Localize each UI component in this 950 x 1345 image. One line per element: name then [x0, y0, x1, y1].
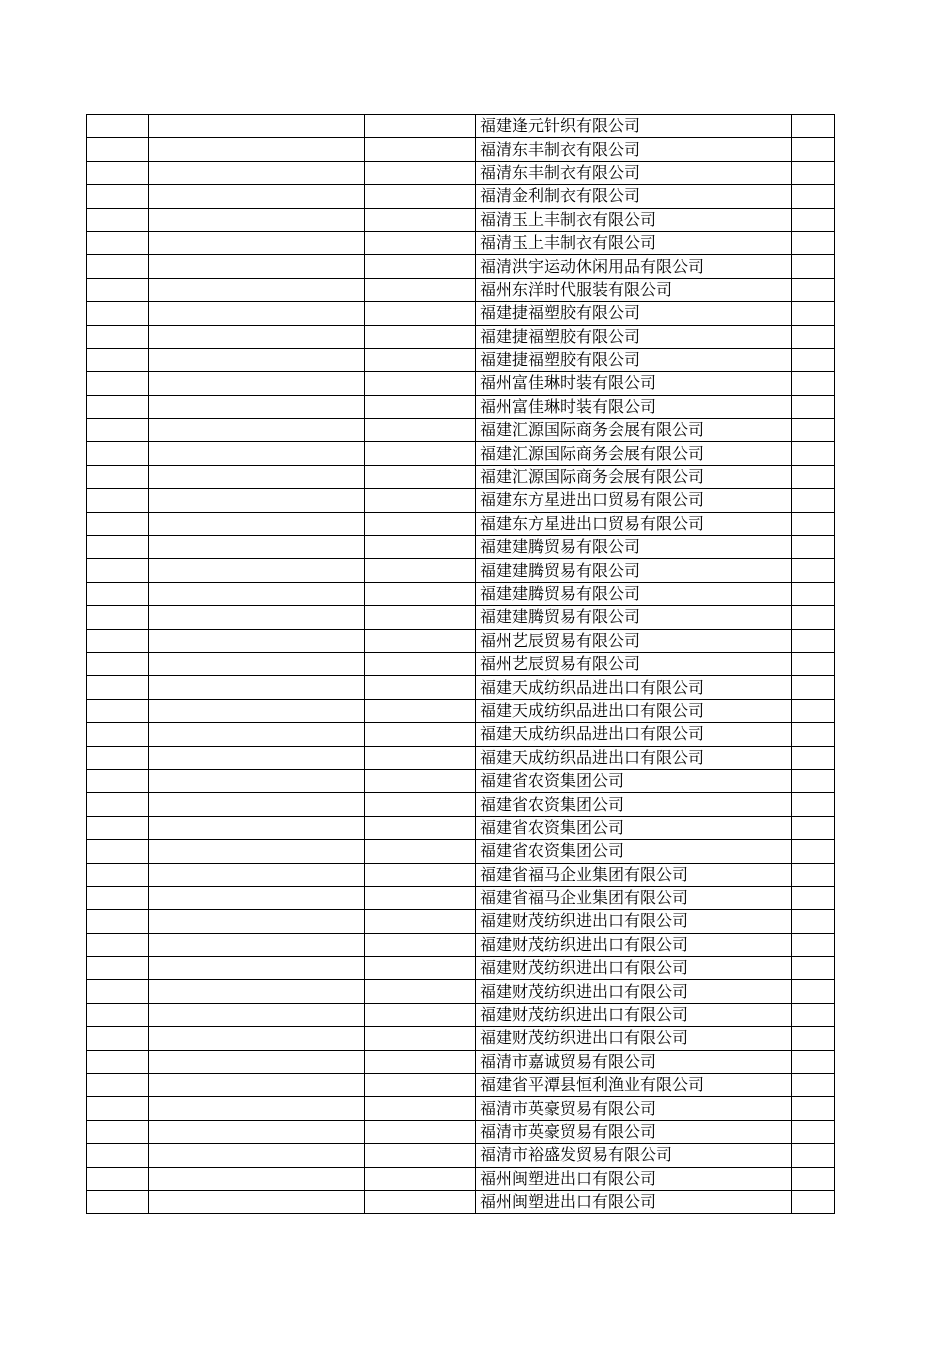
- empty-cell[interactable]: [365, 115, 476, 138]
- company-name-cell[interactable]: 福建省农资集团公司: [476, 793, 792, 816]
- empty-cell[interactable]: [87, 816, 149, 839]
- table-row: [87, 231, 835, 254]
- company-name-cell[interactable]: 福建省农资集团公司: [476, 840, 792, 863]
- empty-cell[interactable]: [792, 115, 835, 138]
- empty-cell[interactable]: [149, 208, 365, 231]
- empty-cell[interactable]: [365, 863, 476, 886]
- empty-cell[interactable]: [149, 1167, 365, 1190]
- company-name-cell[interactable]: 福州闽塑进出口有限公司: [476, 1190, 792, 1213]
- empty-cell[interactable]: [149, 559, 365, 582]
- empty-cell[interactable]: [87, 372, 149, 395]
- empty-cell[interactable]: [87, 863, 149, 886]
- table-row: [87, 115, 835, 138]
- empty-cell[interactable]: [87, 278, 149, 301]
- empty-cell[interactable]: [792, 816, 835, 839]
- empty-cell[interactable]: [87, 138, 149, 161]
- empty-cell[interactable]: [365, 1167, 476, 1190]
- company-name-cell[interactable]: 福建建腾贸易有限公司: [476, 536, 792, 559]
- table-row: [87, 302, 835, 325]
- empty-cell[interactable]: [365, 723, 476, 746]
- empty-cell[interactable]: [792, 1074, 835, 1097]
- empty-cell[interactable]: [149, 699, 365, 722]
- empty-cell[interactable]: [792, 933, 835, 956]
- empty-cell[interactable]: [365, 231, 476, 254]
- empty-cell[interactable]: [87, 231, 149, 254]
- empty-cell[interactable]: [149, 185, 365, 208]
- empty-cell[interactable]: [87, 302, 149, 325]
- empty-cell[interactable]: [792, 442, 835, 465]
- empty-cell[interactable]: [792, 208, 835, 231]
- empty-cell[interactable]: [792, 1190, 835, 1213]
- empty-cell[interactable]: [149, 536, 365, 559]
- empty-cell[interactable]: [149, 1050, 365, 1073]
- empty-cell[interactable]: [149, 816, 365, 839]
- table-row: [87, 863, 835, 886]
- empty-cell[interactable]: [792, 1027, 835, 1050]
- empty-cell[interactable]: [87, 395, 149, 418]
- empty-cell[interactable]: [149, 980, 365, 1003]
- empty-cell[interactable]: [792, 980, 835, 1003]
- empty-cell[interactable]: [87, 1050, 149, 1073]
- company-name-cell[interactable]: 福建汇源国际商务会展有限公司: [476, 419, 792, 442]
- empty-cell[interactable]: [149, 1074, 365, 1097]
- empty-cell[interactable]: [365, 699, 476, 722]
- empty-cell[interactable]: [792, 676, 835, 699]
- empty-cell[interactable]: [365, 559, 476, 582]
- company-name-cell[interactable]: 福清玉上丰制衣有限公司: [476, 208, 792, 231]
- empty-cell[interactable]: [87, 185, 149, 208]
- empty-cell[interactable]: [87, 161, 149, 184]
- company-name-cell[interactable]: 福清市嘉诚贸易有限公司: [476, 1050, 792, 1073]
- empty-cell[interactable]: [87, 1027, 149, 1050]
- empty-cell[interactable]: [792, 255, 835, 278]
- empty-cell[interactable]: [792, 465, 835, 488]
- empty-cell[interactable]: [792, 185, 835, 208]
- company-name-cell[interactable]: 福州东洋时代服装有限公司: [476, 278, 792, 301]
- empty-cell[interactable]: [365, 1027, 476, 1050]
- table-row: [87, 559, 835, 582]
- company-name-cell[interactable]: 福建财茂纺织进出口有限公司: [476, 1027, 792, 1050]
- empty-cell[interactable]: [365, 769, 476, 792]
- table-row: [87, 161, 835, 184]
- table-row: [87, 629, 835, 652]
- table-row: [87, 372, 835, 395]
- empty-cell[interactable]: [149, 1027, 365, 1050]
- empty-cell[interactable]: [149, 419, 365, 442]
- company-name-cell[interactable]: 福建财茂纺织进出口有限公司: [476, 1003, 792, 1026]
- table-row: [87, 1050, 835, 1073]
- empty-cell[interactable]: [87, 115, 149, 138]
- empty-cell[interactable]: [149, 465, 365, 488]
- empty-cell[interactable]: [149, 910, 365, 933]
- table-row: [87, 1120, 835, 1143]
- empty-cell[interactable]: [149, 840, 365, 863]
- empty-cell[interactable]: [149, 161, 365, 184]
- company-name-cell[interactable]: 福建天成纺织品进出口有限公司: [476, 723, 792, 746]
- table-row: [87, 278, 835, 301]
- empty-cell[interactable]: [149, 489, 365, 512]
- table-row: [87, 536, 835, 559]
- empty-cell[interactable]: [149, 723, 365, 746]
- empty-cell[interactable]: [365, 582, 476, 605]
- empty-cell[interactable]: [87, 255, 149, 278]
- company-name-cell[interactable]: 福清东丰制衣有限公司: [476, 161, 792, 184]
- empty-cell[interactable]: [149, 933, 365, 956]
- empty-cell[interactable]: [792, 419, 835, 442]
- table-row: [87, 746, 835, 769]
- company-name-cell[interactable]: 福建财茂纺织进出口有限公司: [476, 957, 792, 980]
- empty-cell[interactable]: [87, 582, 149, 605]
- empty-cell[interactable]: [149, 746, 365, 769]
- empty-cell[interactable]: [792, 395, 835, 418]
- empty-cell[interactable]: [365, 302, 476, 325]
- empty-cell[interactable]: [149, 629, 365, 652]
- table-row: [87, 325, 835, 348]
- empty-cell[interactable]: [792, 348, 835, 371]
- empty-cell[interactable]: [149, 582, 365, 605]
- empty-cell[interactable]: [792, 840, 835, 863]
- empty-cell[interactable]: [365, 629, 476, 652]
- company-name-cell[interactable]: 福建捷福塑胶有限公司: [476, 302, 792, 325]
- empty-cell[interactable]: [149, 302, 365, 325]
- empty-cell[interactable]: [365, 793, 476, 816]
- empty-cell[interactable]: [792, 372, 835, 395]
- company-name-cell[interactable]: 福州闽塑进出口有限公司: [476, 1167, 792, 1190]
- company-name-cell[interactable]: 福州富佳琳时装有限公司: [476, 395, 792, 418]
- empty-cell[interactable]: [365, 419, 476, 442]
- table-row: [87, 652, 835, 675]
- empty-cell[interactable]: [365, 1050, 476, 1073]
- empty-cell[interactable]: [792, 957, 835, 980]
- empty-cell[interactable]: [149, 1097, 365, 1120]
- table-row: [87, 1003, 835, 1026]
- company-name-cell[interactable]: 福清市英豪贸易有限公司: [476, 1120, 792, 1143]
- table-row: [87, 1097, 835, 1120]
- empty-cell[interactable]: [87, 325, 149, 348]
- company-name-cell[interactable]: 福建汇源国际商务会展有限公司: [476, 442, 792, 465]
- empty-cell[interactable]: [87, 442, 149, 465]
- empty-cell[interactable]: [365, 1003, 476, 1026]
- company-name-cell[interactable]: 福清玉上丰制衣有限公司: [476, 231, 792, 254]
- company-name-cell[interactable]: 福建逢元针织有限公司: [476, 115, 792, 138]
- table-row: [87, 793, 835, 816]
- company-name-cell[interactable]: 福建省农资集团公司: [476, 769, 792, 792]
- empty-cell[interactable]: [792, 723, 835, 746]
- company-name-cell[interactable]: 福建省农资集团公司: [476, 816, 792, 839]
- empty-cell[interactable]: [365, 161, 476, 184]
- empty-cell[interactable]: [365, 348, 476, 371]
- empty-cell[interactable]: [87, 886, 149, 909]
- empty-cell[interactable]: [365, 465, 476, 488]
- empty-cell[interactable]: [365, 933, 476, 956]
- company-table: [86, 114, 835, 1214]
- empty-cell[interactable]: [792, 886, 835, 909]
- table-row: [87, 185, 835, 208]
- table-row: [87, 980, 835, 1003]
- empty-cell[interactable]: [792, 793, 835, 816]
- company-name-cell[interactable]: 福州艺辰贸易有限公司: [476, 629, 792, 652]
- empty-cell[interactable]: [792, 325, 835, 348]
- empty-cell[interactable]: [792, 1144, 835, 1167]
- empty-cell[interactable]: [87, 1003, 149, 1026]
- empty-cell[interactable]: [149, 231, 365, 254]
- empty-cell[interactable]: [149, 1144, 365, 1167]
- empty-cell[interactable]: [149, 1190, 365, 1213]
- empty-cell[interactable]: [792, 1167, 835, 1190]
- empty-cell[interactable]: [365, 208, 476, 231]
- company-name-cell[interactable]: 福建天成纺织品进出口有限公司: [476, 746, 792, 769]
- company-name-cell[interactable]: 福建建腾贸易有限公司: [476, 559, 792, 582]
- table-row: [87, 1027, 835, 1050]
- company-name-cell[interactable]: 福清金利制衣有限公司: [476, 185, 792, 208]
- empty-cell[interactable]: [792, 1097, 835, 1120]
- empty-cell[interactable]: [87, 489, 149, 512]
- empty-cell[interactable]: [149, 395, 365, 418]
- empty-cell[interactable]: [149, 372, 365, 395]
- empty-cell[interactable]: [365, 442, 476, 465]
- empty-cell[interactable]: [792, 863, 835, 886]
- table-row: [87, 769, 835, 792]
- empty-cell[interactable]: [365, 395, 476, 418]
- table-row: [87, 1074, 835, 1097]
- company-name-cell[interactable]: 福建天成纺织品进出口有限公司: [476, 676, 792, 699]
- empty-cell[interactable]: [149, 793, 365, 816]
- empty-cell[interactable]: [365, 1120, 476, 1143]
- company-name-cell[interactable]: 福建捷福塑胶有限公司: [476, 348, 792, 371]
- empty-cell[interactable]: [792, 1003, 835, 1026]
- empty-cell[interactable]: [149, 255, 365, 278]
- empty-cell[interactable]: [87, 1120, 149, 1143]
- table-row: [87, 886, 835, 909]
- empty-cell[interactable]: [87, 1144, 149, 1167]
- empty-cell[interactable]: [792, 629, 835, 652]
- empty-cell[interactable]: [792, 302, 835, 325]
- empty-cell[interactable]: [365, 138, 476, 161]
- empty-cell[interactable]: [149, 348, 365, 371]
- empty-cell[interactable]: [365, 255, 476, 278]
- empty-cell[interactable]: [87, 652, 149, 675]
- empty-cell[interactable]: [792, 536, 835, 559]
- empty-cell[interactable]: [792, 559, 835, 582]
- company-name-cell[interactable]: 福建省福马企业集团有限公司: [476, 886, 792, 909]
- empty-cell[interactable]: [792, 138, 835, 161]
- company-name-cell[interactable]: 福清东丰制衣有限公司: [476, 138, 792, 161]
- empty-cell[interactable]: [365, 1190, 476, 1213]
- table-row: [87, 582, 835, 605]
- empty-cell[interactable]: [792, 582, 835, 605]
- company-name-cell[interactable]: 福建建腾贸易有限公司: [476, 582, 792, 605]
- table-row: [87, 957, 835, 980]
- empty-cell[interactable]: [149, 138, 365, 161]
- empty-cell[interactable]: [87, 512, 149, 535]
- empty-cell[interactable]: [87, 769, 149, 792]
- empty-cell[interactable]: [149, 1003, 365, 1026]
- table-row: [87, 816, 835, 839]
- empty-cell[interactable]: [87, 559, 149, 582]
- empty-cell[interactable]: [87, 606, 149, 629]
- empty-cell[interactable]: [365, 1144, 476, 1167]
- empty-cell[interactable]: [87, 676, 149, 699]
- empty-cell[interactable]: [87, 723, 149, 746]
- empty-cell[interactable]: [87, 629, 149, 652]
- empty-cell[interactable]: [87, 419, 149, 442]
- empty-cell[interactable]: [365, 1097, 476, 1120]
- empty-cell[interactable]: [149, 606, 365, 629]
- empty-cell[interactable]: [792, 1050, 835, 1073]
- empty-cell[interactable]: [149, 1120, 365, 1143]
- table-row: [87, 699, 835, 722]
- empty-cell[interactable]: [149, 115, 365, 138]
- empty-cell[interactable]: [365, 536, 476, 559]
- empty-cell[interactable]: [87, 208, 149, 231]
- empty-cell[interactable]: [87, 536, 149, 559]
- table-row: [87, 1167, 835, 1190]
- empty-cell[interactable]: [87, 793, 149, 816]
- empty-cell[interactable]: [87, 699, 149, 722]
- empty-cell[interactable]: [365, 816, 476, 839]
- empty-cell[interactable]: [87, 1190, 149, 1213]
- empty-cell[interactable]: [365, 957, 476, 980]
- table-row: [87, 933, 835, 956]
- table-row: [87, 676, 835, 699]
- empty-cell[interactable]: [87, 840, 149, 863]
- empty-cell[interactable]: [792, 161, 835, 184]
- empty-cell[interactable]: [149, 325, 365, 348]
- empty-cell[interactable]: [149, 886, 365, 909]
- empty-cell[interactable]: [792, 489, 835, 512]
- empty-cell[interactable]: [792, 278, 835, 301]
- company-name-cell[interactable]: 福建财茂纺织进出口有限公司: [476, 933, 792, 956]
- table-row: [87, 512, 835, 535]
- empty-cell[interactable]: [365, 980, 476, 1003]
- company-name-cell[interactable]: 福建汇源国际商务会展有限公司: [476, 465, 792, 488]
- table-row: [87, 442, 835, 465]
- empty-cell[interactable]: [149, 957, 365, 980]
- company-name-cell[interactable]: 福建省福马企业集团有限公司: [476, 863, 792, 886]
- empty-cell[interactable]: [149, 512, 365, 535]
- table-row: [87, 138, 835, 161]
- empty-cell[interactable]: [365, 1074, 476, 1097]
- table-row: [87, 465, 835, 488]
- empty-cell[interactable]: [365, 325, 476, 348]
- empty-cell[interactable]: [792, 699, 835, 722]
- empty-cell[interactable]: [149, 278, 365, 301]
- company-name-cell[interactable]: 福建天成纺织品进出口有限公司: [476, 699, 792, 722]
- table-row: [87, 1190, 835, 1213]
- empty-cell[interactable]: [365, 910, 476, 933]
- table-row: [87, 208, 835, 231]
- empty-cell[interactable]: [792, 769, 835, 792]
- company-name-cell[interactable]: 福清洪宇运动休闲用品有限公司: [476, 255, 792, 278]
- company-name-cell[interactable]: 福建财茂纺织进出口有限公司: [476, 910, 792, 933]
- company-name-cell[interactable]: 福建省平潭县恒利渔业有限公司: [476, 1074, 792, 1097]
- table-row: [87, 395, 835, 418]
- empty-cell[interactable]: [87, 957, 149, 980]
- table-row: [87, 910, 835, 933]
- company-name-cell[interactable]: 福州富佳琳时装有限公司: [476, 372, 792, 395]
- table-row: [87, 606, 835, 629]
- empty-cell[interactable]: [792, 1120, 835, 1143]
- company-name-cell[interactable]: 福建捷福塑胶有限公司: [476, 325, 792, 348]
- company-name-cell[interactable]: 福建财茂纺织进出口有限公司: [476, 980, 792, 1003]
- empty-cell[interactable]: [365, 372, 476, 395]
- empty-cell[interactable]: [87, 910, 149, 933]
- table-row: [87, 255, 835, 278]
- company-name-cell[interactable]: 福建东方星进出口贸易有限公司: [476, 512, 792, 535]
- empty-cell[interactable]: [792, 606, 835, 629]
- empty-cell[interactable]: [87, 465, 149, 488]
- empty-cell[interactable]: [792, 910, 835, 933]
- empty-cell[interactable]: [149, 769, 365, 792]
- table-row: [87, 723, 835, 746]
- company-name-cell[interactable]: 福建建腾贸易有限公司: [476, 606, 792, 629]
- empty-cell[interactable]: [87, 1097, 149, 1120]
- empty-cell[interactable]: [365, 278, 476, 301]
- empty-cell[interactable]: [792, 512, 835, 535]
- empty-cell[interactable]: [365, 185, 476, 208]
- empty-cell[interactable]: [365, 652, 476, 675]
- empty-cell[interactable]: [365, 746, 476, 769]
- empty-cell[interactable]: [792, 652, 835, 675]
- empty-cell[interactable]: [87, 933, 149, 956]
- empty-cell[interactable]: [365, 489, 476, 512]
- table-row: [87, 1144, 835, 1167]
- empty-cell[interactable]: [87, 746, 149, 769]
- table-row: [87, 419, 835, 442]
- empty-cell[interactable]: [87, 1074, 149, 1097]
- empty-cell[interactable]: [792, 231, 835, 254]
- company-name-cell[interactable]: 福建东方星进出口贸易有限公司: [476, 489, 792, 512]
- empty-cell[interactable]: [87, 980, 149, 1003]
- empty-cell[interactable]: [149, 676, 365, 699]
- empty-cell[interactable]: [365, 512, 476, 535]
- empty-cell[interactable]: [792, 746, 835, 769]
- company-name-cell[interactable]: 福州艺辰贸易有限公司: [476, 652, 792, 675]
- empty-cell[interactable]: [87, 348, 149, 371]
- empty-cell[interactable]: [365, 886, 476, 909]
- empty-cell[interactable]: [149, 863, 365, 886]
- empty-cell[interactable]: [149, 652, 365, 675]
- company-name-cell[interactable]: 福清市裕盛发贸易有限公司: [476, 1144, 792, 1167]
- empty-cell[interactable]: [365, 606, 476, 629]
- table-body: [87, 115, 835, 1214]
- table-row: [87, 348, 835, 371]
- empty-cell[interactable]: [149, 442, 365, 465]
- empty-cell[interactable]: [365, 840, 476, 863]
- empty-cell[interactable]: [365, 676, 476, 699]
- table-row: [87, 840, 835, 863]
- empty-cell[interactable]: [87, 1167, 149, 1190]
- company-name-cell[interactable]: 福清市英豪贸易有限公司: [476, 1097, 792, 1120]
- table-row: [87, 489, 835, 512]
